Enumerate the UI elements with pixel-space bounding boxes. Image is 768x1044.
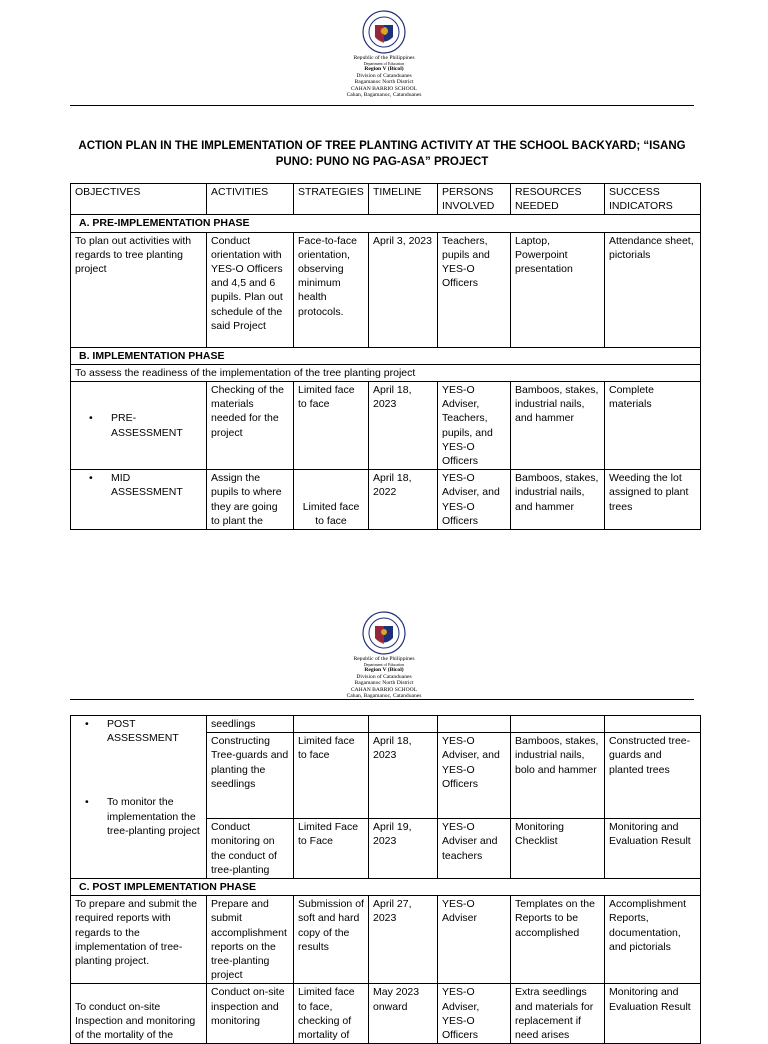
section-row (71, 215, 701, 232)
deped-seal-icon (362, 611, 406, 655)
table-cell (71, 716, 207, 879)
table-cell: April 27, 2023 (369, 896, 438, 984)
header-line: CAHAN BARRIO SCHOOL (350, 686, 418, 693)
column-header: ACTIVITIES (207, 184, 294, 215)
table-cell: Limited face to face (294, 470, 369, 530)
table-cell (369, 716, 438, 733)
table-cell: Complete materials (605, 382, 701, 470)
table-cell: Weeding the lot assigned to plant trees (605, 470, 701, 530)
table-cell: Templates on the Reports to be accomplished (511, 896, 605, 984)
bullet-label: To monitor the implementation the tree-planting project (107, 796, 200, 837)
table-cell: To conduct on-site Inspection and monitoring of the mortality of the (71, 984, 207, 1044)
table-cell: YES-O Adviser (438, 896, 511, 984)
table-cell: Extra seedlings and materials for replacement if need arises (511, 984, 605, 1044)
bullet-label: POST ASSESSMENT (107, 718, 179, 745)
section-row (71, 879, 701, 896)
bullet-label: PRE-ASSESSMENT (111, 412, 183, 439)
table-cell: Checking of the materials needed for the project (207, 382, 294, 470)
bullet-icon: • (89, 472, 93, 485)
bullet-icon: • (89, 412, 93, 425)
section-label: B. IMPLEMENTATION PHASE (71, 347, 701, 364)
deped-seal-icon (362, 10, 406, 54)
column-header: RESOURCES NEEDED (511, 184, 605, 215)
header-line: Bagamanoc North District (354, 680, 414, 687)
table-cell: Submission of soft and hard copy of the results (294, 896, 369, 984)
table-row (71, 896, 701, 984)
table-cell: Face-to-face orientation, observing minimum health protocols. (294, 232, 369, 347)
header-line: Division of Catanduanes (356, 72, 412, 79)
table-cell: Limited face to face (294, 382, 369, 470)
header-divider (70, 699, 694, 700)
table-cell: Prepare and submit accomplishment reports on the tree-planting project (207, 896, 294, 984)
table-cell: Accomplishment Reports, documentation, and pictorials (605, 896, 701, 984)
table-cell: Monitoring and Evaluation Result (605, 819, 701, 879)
table-cell: May 2023 onward (369, 984, 438, 1044)
header-divider (70, 105, 694, 106)
table-cell: April 19, 2023 (369, 819, 438, 879)
action-plan-table (70, 183, 701, 530)
table-cell (71, 382, 207, 470)
letterhead (0, 10, 768, 98)
table-cell: To plan out activities with regards to tree planting project (71, 232, 207, 347)
goal-text: To assess the readiness of the implementation of the tree planting project (71, 364, 701, 381)
table-cell: Bamboos, stakes, industrial nails, and hammer (511, 470, 605, 530)
column-header: SUCCESS INDICATORS (605, 184, 701, 215)
goal-row (71, 364, 701, 381)
table-cell: Conduct orientation with YES-O Officers and 4,5 and 6 pupils. Plan out schedule of the said Project (207, 232, 294, 347)
table-cell (71, 470, 207, 530)
table-cell: YES-O Adviser, and YES-O Officers (438, 470, 511, 530)
bullet-icon: • (85, 796, 89, 809)
table-cell: Teachers, pupils and YES-O Officers (438, 232, 511, 347)
table-cell: Laptop, Powerpoint presentation (511, 232, 605, 347)
table-row (71, 716, 701, 733)
header-line: Republic of the Philippines (353, 656, 415, 662)
table-cell: Limited face to face, checking of mortality of (294, 984, 369, 1044)
section-label: C. POST IMPLEMENTATION PHASE (71, 879, 701, 896)
document-title: ACTION PLAN IN THE IMPLEMENTATION OF TREE PLANTING ACTIVITY AT THE SCHOOL BACKYARD; “ISANG PUNO: PUNO NG PAG-ASA” PROJECT (78, 140, 686, 168)
section-label: A. PRE-IMPLEMENTATION PHASE (71, 215, 701, 232)
header-line: Republic of the Philippines (353, 55, 415, 61)
header-line: Region V (Bicol) (364, 667, 404, 674)
header-line: Bagamanoc North District (354, 79, 414, 86)
table-cell: Assign the pupils to where they are going to plant the (207, 470, 294, 530)
section-row (71, 347, 701, 364)
table-row (71, 232, 701, 347)
table-cell: April 3, 2023 (369, 232, 438, 347)
table-cell: April 18, 2023 (369, 733, 438, 819)
header-line: Department of Education (363, 61, 405, 67)
table-cell: Conduct monitoring on the conduct of tree-planting (207, 819, 294, 879)
header-line: Cahan, Bagamanoc, Catanduanes (346, 92, 422, 99)
table-cell: YES-O Adviser, Teachers, pupils, and YES-O Officers (438, 382, 511, 470)
table-row (71, 984, 701, 1044)
table-cell: Monitoring Checklist (511, 819, 605, 879)
table-row (71, 382, 701, 470)
header-line: Division of Catanduanes (356, 673, 412, 680)
column-header: STRATEGIES (294, 184, 369, 215)
header-line: Region V (Bicol) (364, 66, 404, 73)
bullet-icon: • (85, 718, 89, 730)
table-cell: To prepare and submit the required reports with regards to the implementation of tree-planting project. (71, 896, 207, 984)
bullet-label: MID ASSESSMENT (111, 472, 183, 499)
table-cell: Conduct on-site inspection and monitoring (207, 984, 294, 1044)
column-header: OBJECTIVES (71, 184, 207, 215)
table-cell (511, 716, 605, 733)
table-cell: Bamboos, stakes, industrial nails, and hammer (511, 382, 605, 470)
table-cell (605, 716, 701, 733)
column-header: TIMELINE (369, 184, 438, 215)
column-header: PERSONS INVOLVED (438, 184, 511, 215)
table-cell: Attendance sheet, pictorials (605, 232, 701, 347)
table-cell (294, 716, 369, 733)
table-cell: YES-O Adviser, YES-O Officers (438, 984, 511, 1044)
table-cell: seedlings (207, 716, 294, 733)
header-line: Cahan, Bagamanoc, Catanduanes (346, 693, 422, 700)
table-cell: April 18, 2022 (369, 470, 438, 530)
table-cell: YES-O Adviser and teachers (438, 819, 511, 879)
table-cell: Limited Face to Face (294, 819, 369, 879)
table-cell: Constructing Tree-guards and planting the seedlings (207, 733, 294, 819)
table-cell: Constructed tree-guards and planted trees (605, 733, 701, 819)
table-cell: April 18, 2023 (369, 382, 438, 470)
table-cell: Limited face to face (294, 733, 369, 819)
header-line: CAHAN BARRIO SCHOOL (350, 85, 418, 92)
table-cell: Monitoring and Evaluation Result (605, 984, 701, 1044)
action-plan-table-continued (70, 715, 701, 1044)
table-cell: YES-O Adviser, and YES-O Officers (438, 733, 511, 819)
header-line: Department of Education (363, 662, 405, 668)
table-header-row (71, 184, 701, 215)
table-cell: Bamboos, stakes, industrial nails, bolo and hammer (511, 733, 605, 819)
table-row (71, 470, 701, 530)
letterhead (0, 611, 768, 699)
table-cell (438, 716, 511, 733)
